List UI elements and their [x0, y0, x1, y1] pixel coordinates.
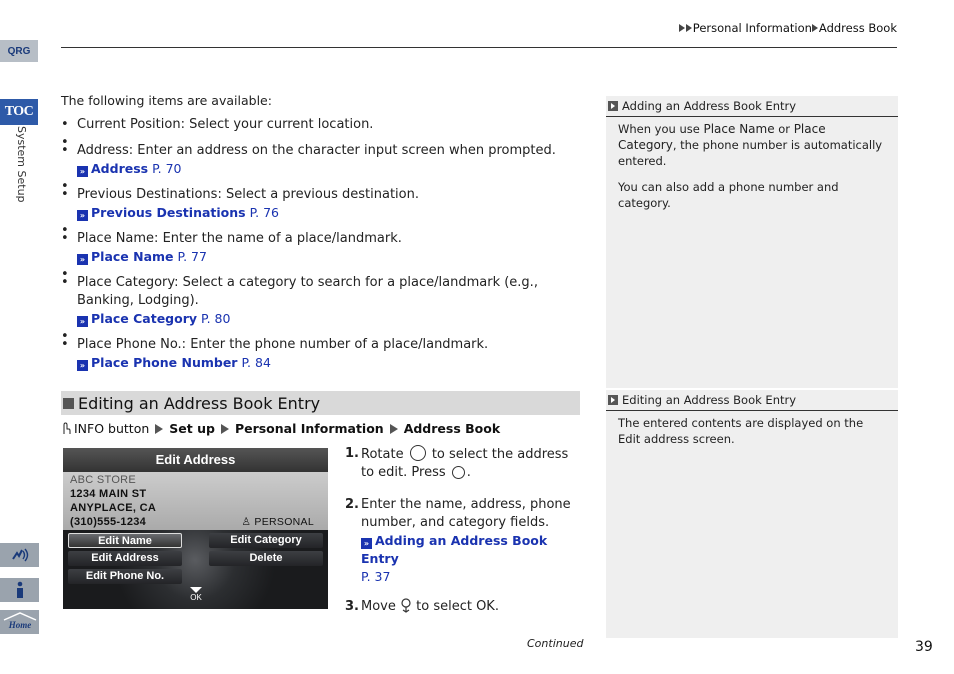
- step-item: 2. Enter the name, address, phone number, and category fields. » Adding an Address Book Entry P. 37: [345, 496, 580, 586]
- step-item: 1. Rotate to select the address to edit. Press .: [345, 446, 569, 480]
- path-arrow-icon: [221, 424, 229, 434]
- spacer: [345, 586, 580, 598]
- cross-reference-link[interactable]: » Place Category P. 80: [77, 310, 580, 328]
- home-icon: [2, 612, 38, 632]
- screen-title: Edit Address: [63, 448, 328, 472]
- link-arrow-icon: »: [77, 210, 88, 221]
- spacer: [61, 134, 580, 142]
- screen-city: ANYPLACE, CA: [70, 502, 157, 514]
- breadcrumb: [679, 21, 897, 35]
- path-set-up: Set up: [169, 421, 215, 436]
- note-body: When you use Place Name or Place Category, the phone number is automatically entered. You can also add a phone number and category.: [618, 122, 883, 210]
- list-item: [61, 142, 580, 178]
- hand-icon: [61, 422, 71, 435]
- edit-address-screen-image: [63, 448, 328, 609]
- item-label: Previous Destinations:: [77, 187, 222, 202]
- list-item: [61, 274, 580, 328]
- path-arrow-icon: [390, 424, 398, 434]
- link-arrow-icon: »: [77, 254, 88, 265]
- path-personal-information: Personal Information: [234, 421, 384, 436]
- note-adding-entry: [606, 96, 898, 388]
- screen-menu: [63, 530, 328, 609]
- item-desc: Select a category to search for a place/landmark (e.g., Banking, Lodging).: [77, 275, 538, 308]
- breadcrumb-arrow-icon: [686, 24, 692, 32]
- spacer: [345, 482, 580, 496]
- note-title: Editing an Address Book Entry: [606, 390, 898, 411]
- cross-reference-link[interactable]: » Place Name P. 77: [77, 248, 580, 266]
- toc-tab[interactable]: TOC: [0, 99, 38, 125]
- info-button-text: INFO button: [74, 421, 150, 436]
- section-title: Editing an Address Book Entry: [78, 393, 321, 413]
- spacer: [61, 222, 580, 230]
- page-number: 39: [915, 639, 933, 655]
- item-label: Place Phone No.:: [77, 337, 187, 352]
- breadcrumb-arrow-icon: [812, 24, 818, 32]
- move-joystick-icon: [400, 598, 412, 613]
- screen-edit-category-button: Edit Category: [209, 533, 323, 548]
- item-label: Address:: [77, 143, 134, 158]
- voice-command-tab[interactable]: [0, 543, 39, 567]
- chapter-side-label-text: System Setup: [15, 126, 28, 203]
- section-header: [61, 391, 580, 415]
- screen-delete-button: Delete: [209, 551, 323, 566]
- link-arrow-icon: »: [77, 166, 88, 177]
- screen-phone: (310)555-1234: [70, 516, 147, 528]
- link-arrow-icon: »: [77, 360, 88, 371]
- cross-reference-link[interactable]: » Adding an Address Book Entry P. 37: [361, 533, 548, 584]
- item-label: Place Category:: [77, 275, 179, 290]
- list-item: [61, 230, 580, 266]
- cross-reference-link[interactable]: » Address P. 70: [77, 160, 580, 178]
- screen-edit-name-button: Edit Name: [68, 533, 182, 548]
- chapter-side-label: [12, 126, 28, 206]
- screen-edit-phone-button: Edit Phone No.: [68, 569, 182, 584]
- item-desc: Enter an address on the character input screen when prompted.: [133, 143, 556, 158]
- procedure-steps: [345, 445, 580, 616]
- list-item: [61, 116, 580, 134]
- available-items-list: [61, 116, 580, 372]
- link-arrow-icon: »: [361, 538, 372, 549]
- step-item: 3. Move to select OK.: [345, 599, 499, 614]
- breadcrumb-address-book[interactable]: Address Book: [818, 21, 897, 35]
- note-title: Adding an Address Book Entry: [606, 96, 898, 117]
- screen-street: 1234 MAIN ST: [70, 488, 147, 500]
- screen-ok-indicator: OK: [186, 587, 206, 602]
- home-tab[interactable]: [0, 610, 39, 634]
- spacer: [61, 328, 580, 336]
- screen-address-panel: [63, 472, 328, 530]
- person-icon: ♙: [241, 516, 252, 528]
- press-knob-icon: [452, 466, 465, 479]
- info-tab[interactable]: [0, 578, 39, 602]
- rotate-knob-icon: [410, 445, 426, 461]
- note-arrow-icon: [608, 395, 618, 405]
- link-arrow-icon: »: [77, 316, 88, 327]
- breadcrumb-arrow-icon: [679, 24, 685, 32]
- note-body: The entered contents are displayed on the Edit address screen.: [618, 416, 864, 446]
- voice-command-icon: [10, 547, 30, 563]
- list-item: [61, 186, 580, 222]
- spacer: [61, 178, 580, 186]
- note-editing-entry: [606, 390, 898, 638]
- svg-text:Home: Home: [8, 620, 31, 630]
- info-icon: [14, 581, 26, 599]
- item-desc: Select a previous destination.: [221, 187, 419, 202]
- item-desc: Enter the name of a place/landmark.: [158, 231, 402, 246]
- note-arrow-icon: [608, 101, 618, 111]
- screen-store-name: ABC STORE: [70, 474, 137, 486]
- continued-label: Continued: [527, 637, 584, 650]
- menu-path: [61, 421, 500, 436]
- item-label: Current Position:: [77, 117, 185, 132]
- section-square-icon: [63, 398, 74, 409]
- path-address-book: Address Book: [403, 421, 501, 436]
- item-label: Place Name:: [77, 231, 159, 246]
- cross-reference-link[interactable]: » Previous Destinations P. 76: [77, 204, 580, 222]
- cross-reference-link[interactable]: » Place Phone Number P. 84: [77, 354, 580, 372]
- screen-personal-category: ♙ PERSONAL: [241, 516, 314, 528]
- qrg-tab[interactable]: QRG: [0, 40, 38, 62]
- intro-text: The following items are available:: [61, 93, 272, 108]
- list-item: [61, 336, 580, 372]
- breadcrumb-personal-information[interactable]: Personal Information: [692, 21, 812, 35]
- item-desc: Enter the phone number of a place/landmark.: [186, 337, 489, 352]
- spacer: [61, 266, 580, 274]
- path-arrow-icon: [155, 424, 163, 434]
- screen-edit-address-button: Edit Address: [68, 551, 182, 566]
- header-divider: [61, 47, 897, 48]
- item-desc: Select your current location.: [184, 117, 374, 132]
